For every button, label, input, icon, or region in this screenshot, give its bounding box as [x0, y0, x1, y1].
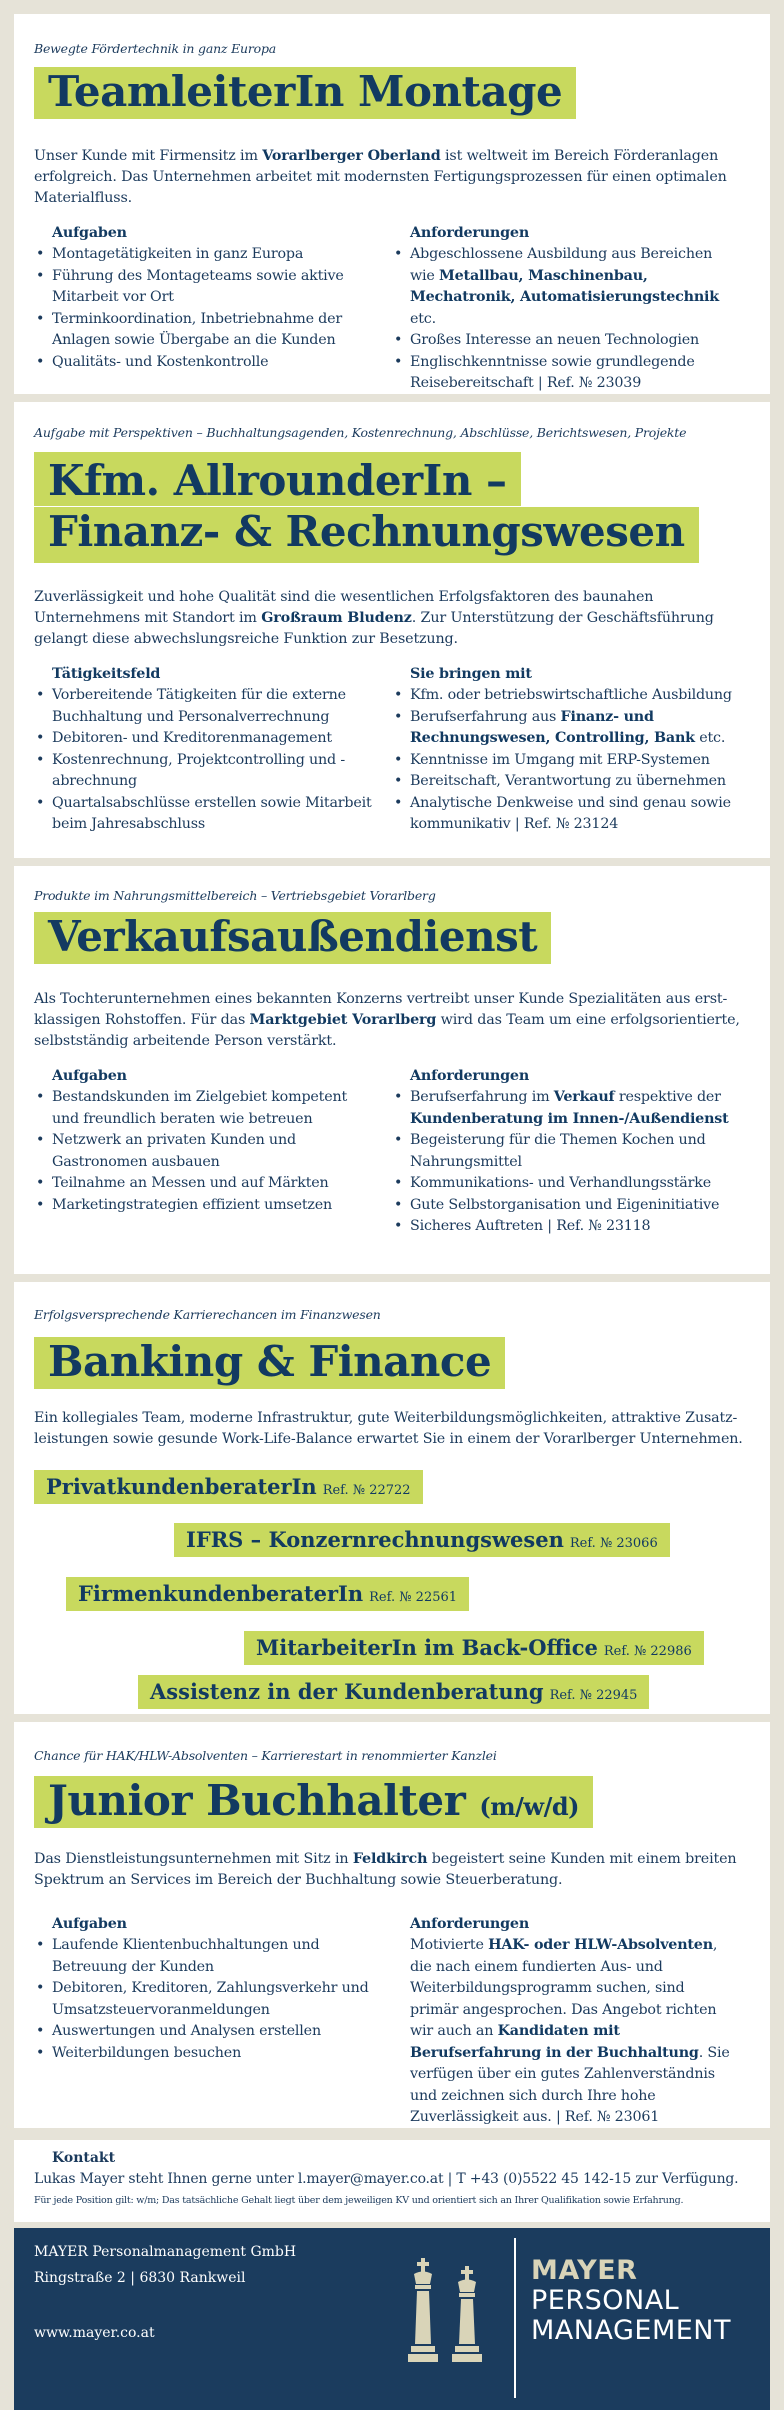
ad-title: TeamleiterIn Montage — [34, 67, 576, 119]
right-column — [392, 1066, 750, 1238]
ad-columns — [34, 223, 750, 395]
logo-text — [531, 2256, 731, 2346]
list-item: • Netzwerk an privaten Kunden und Gastronomen ausbauen — [34, 1130, 378, 1173]
text-run: Großes Interesse an neuen Technologien — [410, 332, 700, 348]
list-item — [392, 1216, 732, 1238]
list-item: • Debitoren- und Kreditorenmanagement — [34, 728, 378, 750]
list-item: • Qualitäts- und Kostenkontrolle — [34, 352, 378, 374]
logo-line-1: MAYER — [531, 2255, 638, 2286]
footer-address: Ringstraße 2 | 6830 Rankweil — [34, 2270, 246, 2286]
list-item: • Bestandskunden im Zielgebiet kompetent und freundlich beraten wie betreuen — [34, 1087, 378, 1130]
emphasis-text: Vorarlberger Oberland — [262, 148, 441, 164]
logo-line-2: PERSONAL — [531, 2285, 680, 2316]
text-run: Kenntnisse im Umgang mit ERP-Systemen — [410, 751, 710, 768]
text-run: . Zur Unterstützung der Geschäftsführung gelangt diese abwechslungsreiche Funktion zur Besetzung. — [34, 610, 714, 647]
left-heading: Aufgaben — [52, 1916, 127, 1932]
text-run: . Sie verfügen über ein gutes Zahlenverständnis und zeichnen sich durch Ihre hohe Zuverlässigkeit aus. | Ref. № 23061 — [410, 2044, 730, 2125]
text-run: Gute Selbstorganisation und Eigeninitiative — [410, 1196, 720, 1213]
left-column — [34, 664, 392, 836]
job-ref: Ref. № 22722 — [322, 1483, 411, 1498]
emphasis-text: HAK- oder HLW-Absolventen — [488, 1937, 713, 1953]
left-heading: Tätigkeitsfeld — [52, 666, 161, 682]
text-run: Bereitschaft, Verantwortung zu übernehmen — [410, 773, 726, 789]
footer — [14, 2228, 770, 2410]
left-column — [34, 1066, 392, 1238]
ad-title-line-1: Kfm. AllrounderIn – — [34, 452, 521, 506]
right-column — [392, 664, 750, 836]
right-list — [392, 244, 732, 395]
text-run: etc. — [694, 730, 726, 746]
list-item: • Laufende Klientenbuchhaltungen und Betreuung der Kunden — [34, 1935, 378, 1978]
contact-heading: Kontakt — [52, 2150, 116, 2166]
left-heading: Aufgaben — [52, 225, 127, 241]
text-run: Motivierte — [410, 1937, 489, 1953]
list-item: • Marketingstrategien effizient umsetzen — [34, 1195, 378, 1217]
right-list — [392, 685, 732, 836]
ad-kicker: Chance für HAK/HLW-Absolventen – Karrierestart in renommierter Kanzlei — [34, 1748, 497, 1763]
list-item — [392, 685, 732, 707]
job-ad-teamleiter — [14, 14, 770, 394]
contact-note: Für jede Position gilt: w/m; Das tatsächliche Gehalt liegt über dem jeweiligen KV und orientiert sich an Ihrer Qualifikation sowie Erfahrung. — [34, 2195, 684, 2206]
ad-title: Verkaufsaußendienst — [34, 912, 551, 964]
list-item — [392, 1130, 732, 1173]
job-ad-allrounder — [14, 402, 770, 858]
ad-intro — [34, 989, 748, 1052]
title-text: Junior Buchhalter — [48, 1776, 466, 1825]
emphasis-text: Verkauf — [553, 1089, 615, 1105]
job-ref: Ref. № 23066 — [569, 1536, 658, 1551]
job-title: MitarbeiterIn im Back-Office — [256, 1635, 598, 1660]
job-ref: Ref. № 22986 — [603, 1644, 692, 1659]
ad-title: Banking & Finance — [34, 1337, 505, 1389]
text-run: Analytische Denkweise und sind genau sowie kommunikativ | Ref. № 23124 — [410, 794, 731, 832]
job-ref: Ref. № 22561 — [369, 1590, 458, 1605]
job-link[interactable] — [138, 1675, 649, 1709]
ad-columns — [34, 1066, 750, 1238]
job-title: Assistenz in der Kundenberatung — [150, 1679, 544, 1704]
right-paragraph — [392, 1935, 732, 2129]
left-column — [34, 1914, 392, 2129]
job-link[interactable] — [174, 1523, 670, 1557]
job-title: PrivatkundenberaterIn — [46, 1474, 317, 1499]
list-item: • Teilnahme an Messen und auf Märkten — [34, 1173, 378, 1195]
job-title: IFRS – Konzernrechnungswesen — [186, 1527, 564, 1552]
text-run: , die nach einem fundierten Aus- und Weiterbildungsprogramm suchen, sind primär angesprochen. Das Angebot richten wir auch an — [410, 1937, 718, 2039]
job-link[interactable] — [66, 1577, 469, 1611]
list-item: • Weiterbildungen besuchen — [34, 2043, 378, 2065]
ad-kicker: Bewegte Fördertechnik in ganz Europa — [34, 41, 277, 56]
emphasis-text: Metallbau, Maschinenbau, Mechatronik, Automatisierungstechnik — [410, 267, 719, 305]
list-item: • Führung des Montageteams sowie aktive Mitarbeit vor Ort — [34, 266, 378, 309]
left-list — [34, 244, 378, 373]
ad-title — [34, 1776, 593, 1828]
list-item — [392, 793, 732, 836]
right-list — [392, 1087, 732, 1238]
right-column — [392, 1914, 750, 2129]
left-list — [34, 685, 378, 836]
chess-kings-icon — [402, 2258, 492, 2368]
ad-kicker: Erfolgsversprechende Karrierechancen im Finanzwesen — [34, 1307, 381, 1322]
logo-divider — [514, 2238, 516, 2398]
list-item — [392, 771, 732, 793]
list-item: • Kostenrechnung, Projektcontrolling und -abrechnung — [34, 750, 378, 793]
list-item — [392, 1087, 732, 1130]
text-run: ist weltweit im Bereich Förderanlagen erfolgreich. Das Unternehmen arbeitet mit modernsten Fertigungsprozessen für einen optimalen Materialfluss. — [34, 148, 727, 206]
text-run: Zuverlässigkeit und hohe Qualität sind die wesentlichen Erfolgsfaktoren des baunahen Unternehmens mit Standort im — [34, 589, 654, 626]
list-item — [392, 352, 732, 395]
text-run: Berufserfahrung aus — [410, 708, 561, 725]
left-list — [34, 1087, 378, 1216]
job-ad-banking — [14, 1282, 770, 1714]
list-item: • Auswertungen und Analysen erstellen — [34, 2021, 378, 2043]
ad-kicker: Produkte im Nahrungsmittelbereich – Vertriebsgebiet Vorarlberg — [34, 888, 436, 903]
list-item — [392, 1173, 732, 1195]
text-run: Kommunikations- und Verhandlungsstärke — [410, 1175, 711, 1191]
right-heading: Anforderungen — [410, 1068, 530, 1084]
text-run: respektive der — [614, 1089, 721, 1105]
left-heading: Aufgaben — [52, 1068, 127, 1084]
ad-intro — [34, 1849, 748, 1891]
ad-columns — [34, 1914, 750, 2129]
list-item — [392, 707, 732, 750]
ad-intro — [34, 587, 748, 650]
emphasis-text: Kandidaten mit Berufserfahrung in der Buchhaltung — [410, 2023, 699, 2061]
list-item — [392, 1195, 732, 1217]
text-run: etc. — [410, 310, 436, 327]
list-item — [392, 750, 732, 772]
left-list — [34, 1935, 378, 2064]
list-item — [392, 244, 732, 330]
text-run: Englischkenntnisse sowie grundlegende Reisebereitschaft | Ref. № 23039 — [410, 353, 695, 391]
job-ref: Ref. № 22945 — [549, 1688, 638, 1703]
text-run: Abgeschlossene Ausbildung aus Bereichen wie — [410, 246, 713, 284]
list-item: • Debitoren, Kreditoren, Zahlungsverkehr und Umsatzsteuervoranmeldungen — [34, 1978, 378, 2021]
job-ad-buchhalter — [14, 1722, 770, 2128]
right-heading: Anforderungen — [410, 225, 530, 241]
ad-title-line-2: Finanz- & Rechnungswesen — [34, 507, 699, 563]
job-ad-verkauf — [14, 866, 770, 1274]
right-heading: Sie bringen mit — [410, 666, 532, 682]
emphasis-text: Großraum Bludenz — [261, 610, 412, 626]
title-suffix: (m/w/d) — [479, 1792, 579, 1821]
emphasis-text: Finanz- und Rechnungswesen, Controlling, Bank — [410, 708, 695, 746]
text-run: Sicheres Auftreten | Ref. № 23118 — [410, 1218, 651, 1234]
emphasis-text: Kundenberatung im Innen-/Außendienst — [410, 1110, 729, 1127]
right-heading: Anforderungen — [410, 1916, 530, 1932]
contact-box — [14, 2140, 770, 2222]
emphasis-text: Marktgebiet Vorarlberg — [249, 1012, 437, 1028]
text-run: begeistert seine Kunden mit einem breiten Spektrum an Services im Bereich der Buchhaltung sowie Steuerberatung. — [34, 1851, 737, 1888]
text-run: wird das Team um eine erfolgsorientierte, selbstständig arbeitende Person verstärkt. — [34, 1012, 740, 1049]
job-title: FirmenkundenberaterIn — [78, 1581, 364, 1606]
text-run: Unser Kunde mit Firmensitz im — [34, 148, 263, 164]
text-run: Als Tochterunternehmen eines bekannten Konzerns vertreibt unser Kunde Spezialitäten aus erstklassigen Rohstoffen. Für das — [34, 991, 728, 1028]
contact-line: Lukas Mayer steht Ihnen gerne unter l.mayer@mayer.co.at | T +43 (0)5522 45 142-15 zur Verfügung. — [34, 2171, 739, 2187]
footer-company: MAYER Personalmanagement GmbH — [34, 2244, 297, 2260]
list-item: • Vorbereitende Tätigkeiten für die externe Buchhaltung und Personalverrechnung — [34, 685, 378, 728]
text-run: Das Dienstleistungsunternehmen mit Sitz in — [34, 1851, 353, 1867]
text-run: Begeisterung für die Themen Kochen und Nahrungsmittel — [410, 1132, 706, 1170]
text-run: Berufserfahrung im — [410, 1089, 554, 1105]
ad-kicker: Aufgabe mit Perspektiven – Buchhaltungsagenden, Kostenrechnung, Abschlüsse, Berichtswesen, Projekte — [34, 425, 687, 440]
right-column — [392, 223, 750, 395]
list-item — [392, 330, 732, 352]
list-item: • Terminkoordination, Inbetriebnahme der Anlagen sowie Übergabe an die Kunden — [34, 309, 378, 352]
emphasis-text: Feldkirch — [352, 1851, 428, 1867]
list-item: • Quartalsabschlüsse erstellen sowie Mitarbeit beim Jahresabschluss — [34, 793, 378, 836]
job-link[interactable] — [34, 1470, 423, 1504]
ad-intro: Ein kollegiales Team, moderne Infrastruktur, gute Weiterbildungsmöglichkeiten, attraktive Zusatzleistungen sowie gesunde Work-Life-Balance erwartet Sie in einem der Vorarlberger Unternehmen. — [34, 1410, 743, 1447]
left-column — [34, 223, 392, 395]
list-item: • Montagetätigkeiten in ganz Europa — [34, 244, 378, 266]
footer-web[interactable]: www.mayer.co.at — [34, 2325, 155, 2341]
ad-intro — [34, 146, 748, 209]
job-link[interactable] — [244, 1631, 704, 1665]
logo-line-3: MANAGEMENT — [531, 2315, 731, 2346]
text-run: Kfm. oder betriebswirtschaftliche Ausbildung — [410, 687, 732, 703]
ad-columns — [34, 664, 750, 836]
